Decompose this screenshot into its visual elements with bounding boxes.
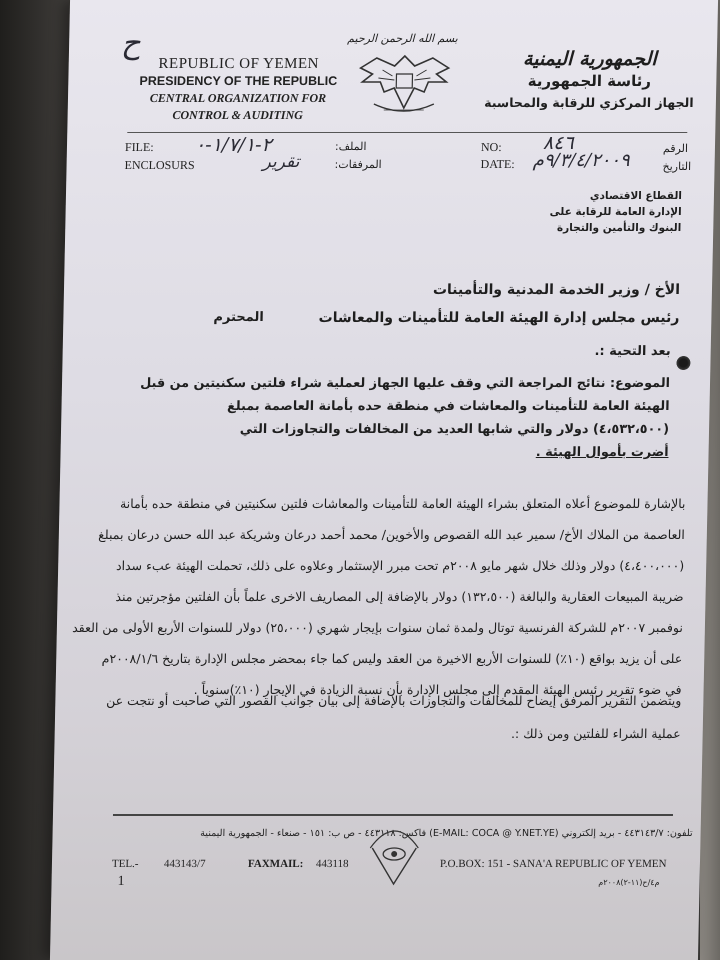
- greeting: بعد التحية :.: [594, 344, 671, 359]
- enclosures-label: ENCLOSURS: [124, 158, 195, 172]
- arabic-letterhead-line-3: الجهاز المركزي للرقابة والمحاسبة: [484, 95, 694, 110]
- footer-fax-label: FAXMAIL:: [247, 858, 304, 870]
- yemen-eagle-emblem-icon: [354, 48, 456, 120]
- body-line: (٤،٤٠٠،٠٠٠) دولار وذلك خلال شهر مايو ٢٠٠٨م تحت مبرر الإستثمار وعلاوه على ذلك، تحملت الهيئة عبء سداد: [115, 558, 685, 573]
- footer-fax-value: 443118: [315, 858, 349, 870]
- file-label-ar: الملف:: [334, 140, 367, 153]
- body-line: بالإشارة للموضوع أعلاه المتعلق بشراء الهيئة العامة للتأمينات والمعاشات فلتين سكنيتين في منطقة حده بأمانة: [119, 496, 686, 511]
- date-label-ar: التاريخ: [662, 160, 692, 173]
- corner-mark: ح: [120, 26, 141, 61]
- number-value: ٨٤٦: [542, 132, 574, 154]
- basmala: بسم الله الرحمن الرحيم: [347, 32, 458, 45]
- sector-line-3: البنوك والتأمين والتجارة: [556, 222, 682, 234]
- file-value: ٢-١/٧/١-٠: [194, 134, 272, 156]
- print-code: م٤/ح(١١-٢)٢٠٠٨م: [598, 878, 660, 887]
- body-line: ضريبة المبيعات العقارية والبالغة (١٣٢،٥٠٠) دولار بالإضافة إلى المصاريف الاخرى علماً بأن الفلتين مؤجرتين منذ: [115, 589, 684, 604]
- arabic-letterhead-line-1: الجمهورية اليمنية: [522, 48, 657, 70]
- addressee-line-1: الأخ / وزير الخدمة المدنية والتأمينات: [432, 282, 681, 298]
- body-line: نوفمبر ٢٠٠٧م للشركة الفرنسية توتال ولمدة ثمان سنوات بإيجار شهري (٢٥،٠٠٠) دولار للسنوات الأربع الأولى من العقد: [72, 620, 684, 635]
- letterhead-line-4: CONTROL & AUDITING: [172, 108, 304, 122]
- page-number: 1: [117, 874, 125, 889]
- enclosures-label-ar: المرفقات:: [334, 158, 382, 171]
- enclosures-value: تقرير: [262, 152, 300, 172]
- header-divider: [127, 132, 687, 133]
- subject-line-2: الهيئة العامة للتأمينات والمعاشات في منطقة حده بأمانة العاصمة بمبلغ: [226, 399, 670, 414]
- punch-hole-icon: [676, 356, 690, 370]
- letterhead-line-3: CENTRAL ORGANIZATION FOR: [149, 91, 327, 105]
- honorific: المحترم: [213, 310, 264, 325]
- subject-line-4: أضرت بأموال الهيئة .: [535, 445, 669, 460]
- date-value: ٩/٣/٤/٢٠٠٩م: [532, 150, 630, 171]
- sector-line-2: الإدارة العامة للرقابة على: [549, 206, 682, 218]
- letterhead-line-1: REPUBLIC OF YEMEN: [158, 56, 320, 72]
- sector-block: [549, 188, 682, 236]
- body-line: في ضوء تقرير رئيس الهيئة المقدم إلى مجلس الإدارة بأن نسبة الزيادة في الإيجار (١٠٪)سنوياً .: [193, 682, 682, 697]
- subject-line-1: الموضوع: نتائج المراجعة التي وقف عليها الجهاز لعملية شراء فلتين سكنيتين من قبل: [140, 376, 671, 391]
- file-label: FILE:: [124, 140, 154, 154]
- body-line: العاصمة من الملاك الأخ/ سمير عبد الله القصوص والأخوين/ محمد أحمد درعان وشريكة عبد الله حسن درعان بمبلغ: [98, 527, 686, 542]
- body-line: على أن يزيد بواقع (١٠٪) للسنوات الأربع الاخيرة من العقد وليس كما جاء بمحضر مجلس الإدارة بتاريخ ٢٠٠٨/١/٦م: [101, 651, 683, 666]
- footer-tel-value: 443143/7: [163, 858, 206, 870]
- footer-tel-label: TEL.-: [111, 858, 139, 870]
- document-page: [50, 0, 718, 960]
- body-line: ويتضمن التقرير المرفق إيضاح للمخالفات والتجاوزات بالإضافة إلى بيان جوانب القصور التي صاحبت أو نتجت عن: [106, 693, 682, 708]
- footer-arabic-line: تلفون: ٤٤٣١٤٣/٧ - بريد إلكتروني (E-MAIL: COCA @ Y.NET.YE) فاكس: ٤٤٣١١٨ - ص ب: ١٥١ - صنعاء - الجمهورية اليمنية: [200, 828, 693, 839]
- addressee-line-2: رئيس مجلس إدارة الهيئة العامة للتأمينات والمعاشات: [318, 310, 680, 326]
- body-paragraph-1: [72, 488, 686, 705]
- number-label: NO:: [480, 140, 502, 154]
- audit-organization-logo-icon: [363, 818, 424, 888]
- letterhead-line-2: PRESIDENCY OF THE REPUBLIC: [139, 74, 338, 88]
- date-label: DATE:: [480, 157, 515, 171]
- number-label-ar: الرقم: [662, 142, 689, 155]
- subject-line-3: (٤،٥٣٢،٥٠٠) دولار والتي شابها العديد من المخالفات والتجاوزات التي: [239, 422, 670, 437]
- sector-line-1: القطاع الاقتصادي: [589, 190, 683, 202]
- subject-block: [140, 372, 671, 464]
- body-paragraph-2: [80, 684, 681, 750]
- arabic-letterhead-line-2: رئاسة الجمهورية: [527, 72, 652, 90]
- body-line: عملية الشراء للفلتين ومن ذلك :.: [510, 726, 681, 741]
- footer-pobox: P.O.BOX: 151 - SANA'A REPUBLIC OF YEMEN: [439, 858, 667, 870]
- english-letterhead: [127, 56, 348, 124]
- footer-divider: [113, 814, 673, 816]
- arabic-letterhead: [484, 48, 695, 114]
